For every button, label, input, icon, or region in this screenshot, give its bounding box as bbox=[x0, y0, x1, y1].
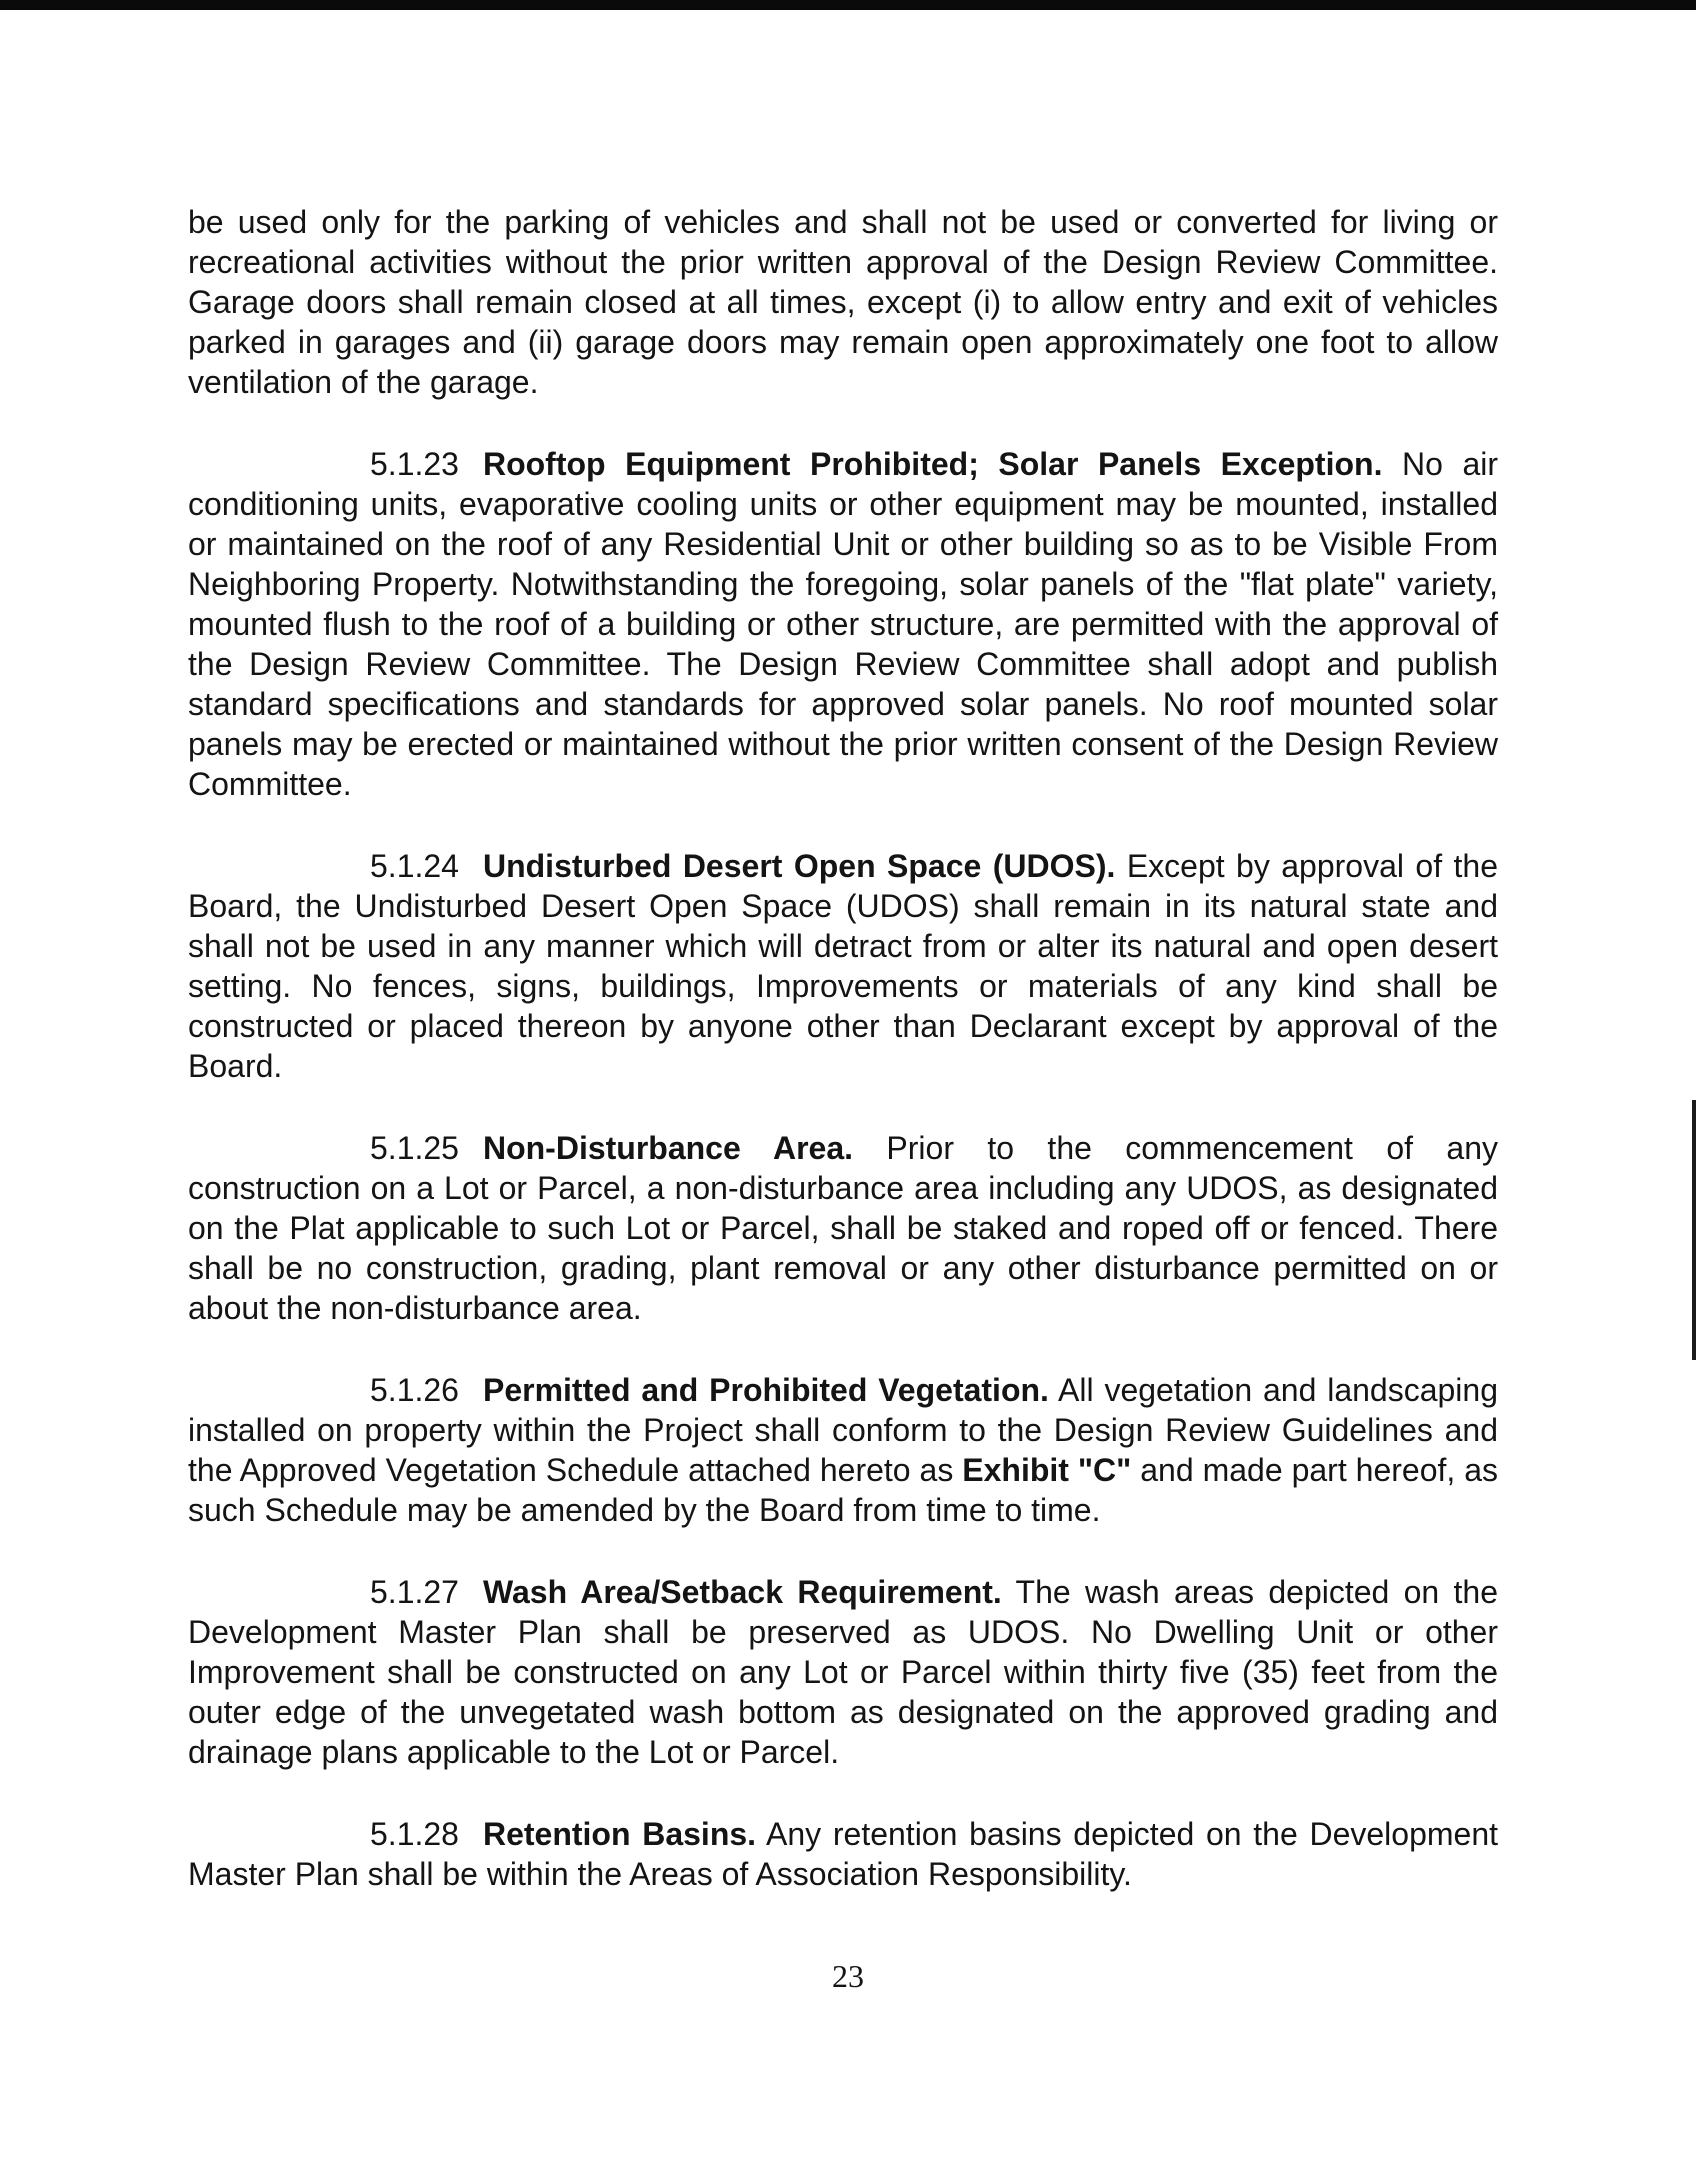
continuation-paragraph: be used only for the parking of vehicles and shall not be used or converted for living or recreational activities without the prior written approval of the Design Review Committee. Garage doors shall remain closed at all times, except (i) to allow entry and exit of vehicles parked in garages and (ii) garage doors may remain open approximately one foot to allow ventilation of the garage. bbox=[188, 204, 1498, 400]
section-body: No air conditioning units, evaporative cooling units or other equipment may be mounted, installed or maintained on the roof of any Residential Unit or other building so as to be Visible From Neighboring Property. Notwithstanding the foregoing, solar panels of the "flat plate" variety, mounted flush to the roof of a building or other structure, are permitted with the approval of the Design Review Committee. The Design Review Committee shall adopt and publish standard specifications and standards for approved solar panels. No roof mounted solar panels may be erected or maintained without the prior written consent of the Design Review Committee. bbox=[188, 446, 1499, 802]
section-5-1-25 bbox=[188, 1128, 1498, 1328]
section-number: 5.1.24 bbox=[370, 848, 459, 884]
section-heading: Wash Area/Setback Requirement. bbox=[482, 1574, 1002, 1610]
section-heading: Permitted and Prohibited Vegetation. bbox=[482, 1372, 1049, 1408]
section-5-1-28 bbox=[188, 1814, 1498, 1894]
section-number: 5.1.28 bbox=[370, 1816, 459, 1852]
section-number: 5.1.23 bbox=[370, 446, 459, 482]
section-5-1-26 bbox=[188, 1370, 1498, 1530]
section-body: All vegetation and landscaping installed on property within the Project shall conform to the Design Review Guidelines and the Approved Vegetation Schedule attached hereto as bbox=[188, 1372, 1499, 1488]
document-page bbox=[188, 202, 1498, 1894]
section-number: 5.1.25 bbox=[370, 1130, 459, 1166]
section-body: Any retention basins depicted on the Development Master Plan shall be within the Areas of Association Responsibility. bbox=[188, 1816, 1499, 1892]
section-body: The wash areas depicted on the Development Master Plan shall be preserved as UDOS. No Dwelling Unit or other Improvement shall be constructed on any Lot or Parcel within thirty five (35) feet from the outer edge of the unvegetated wash bottom as designated on the approved grading and drainage plans applicable to the Lot or Parcel. bbox=[188, 1574, 1499, 1770]
section-heading: Undisturbed Desert Open Space (UDOS). bbox=[482, 848, 1116, 884]
section-heading: Non-Disturbance Area. bbox=[482, 1130, 854, 1166]
section-5-1-27 bbox=[188, 1572, 1498, 1772]
scan-right-edge-mark bbox=[1692, 1100, 1696, 1360]
section-body: Prior to the commencement of any construction on a Lot or Parcel, a non-disturbance area including any UDOS, as designated on the Plat applicable to such Lot or Parcel, shall be staked and roped off or fenced. There shall be no construction, grading, plant removal or any other disturbance permitted on or about the non-disturbance area. bbox=[188, 1130, 1499, 1326]
section-heading: Retention Basins. bbox=[482, 1816, 757, 1852]
exhibit-reference: Exhibit "C" bbox=[962, 1452, 1132, 1488]
page-number: 23 bbox=[832, 1958, 864, 1994]
scan-top-border bbox=[0, 0, 1696, 10]
section-body-continued: and made part hereof, as such Schedule may be amended by the Board from time to time. bbox=[188, 1452, 1498, 1528]
section-number: 5.1.26 bbox=[370, 1372, 459, 1408]
section-body: Except by approval of the Board, the Undisturbed Desert Open Space (UDOS) shall remain in its natural state and shall not be used in any manner which will detract from or alter its natural and open desert setting. No fences, signs, buildings, Improvements or materials of any kind shall be constructed or placed thereon by anyone other than Declarant except by approval of the Board. bbox=[188, 848, 1499, 1084]
section-5-1-23 bbox=[188, 444, 1498, 804]
section-5-1-24 bbox=[188, 846, 1498, 1086]
section-heading: Rooftop Equipment Prohibited; Solar Panels Exception. bbox=[482, 446, 1383, 482]
section-number: 5.1.27 bbox=[370, 1574, 459, 1610]
